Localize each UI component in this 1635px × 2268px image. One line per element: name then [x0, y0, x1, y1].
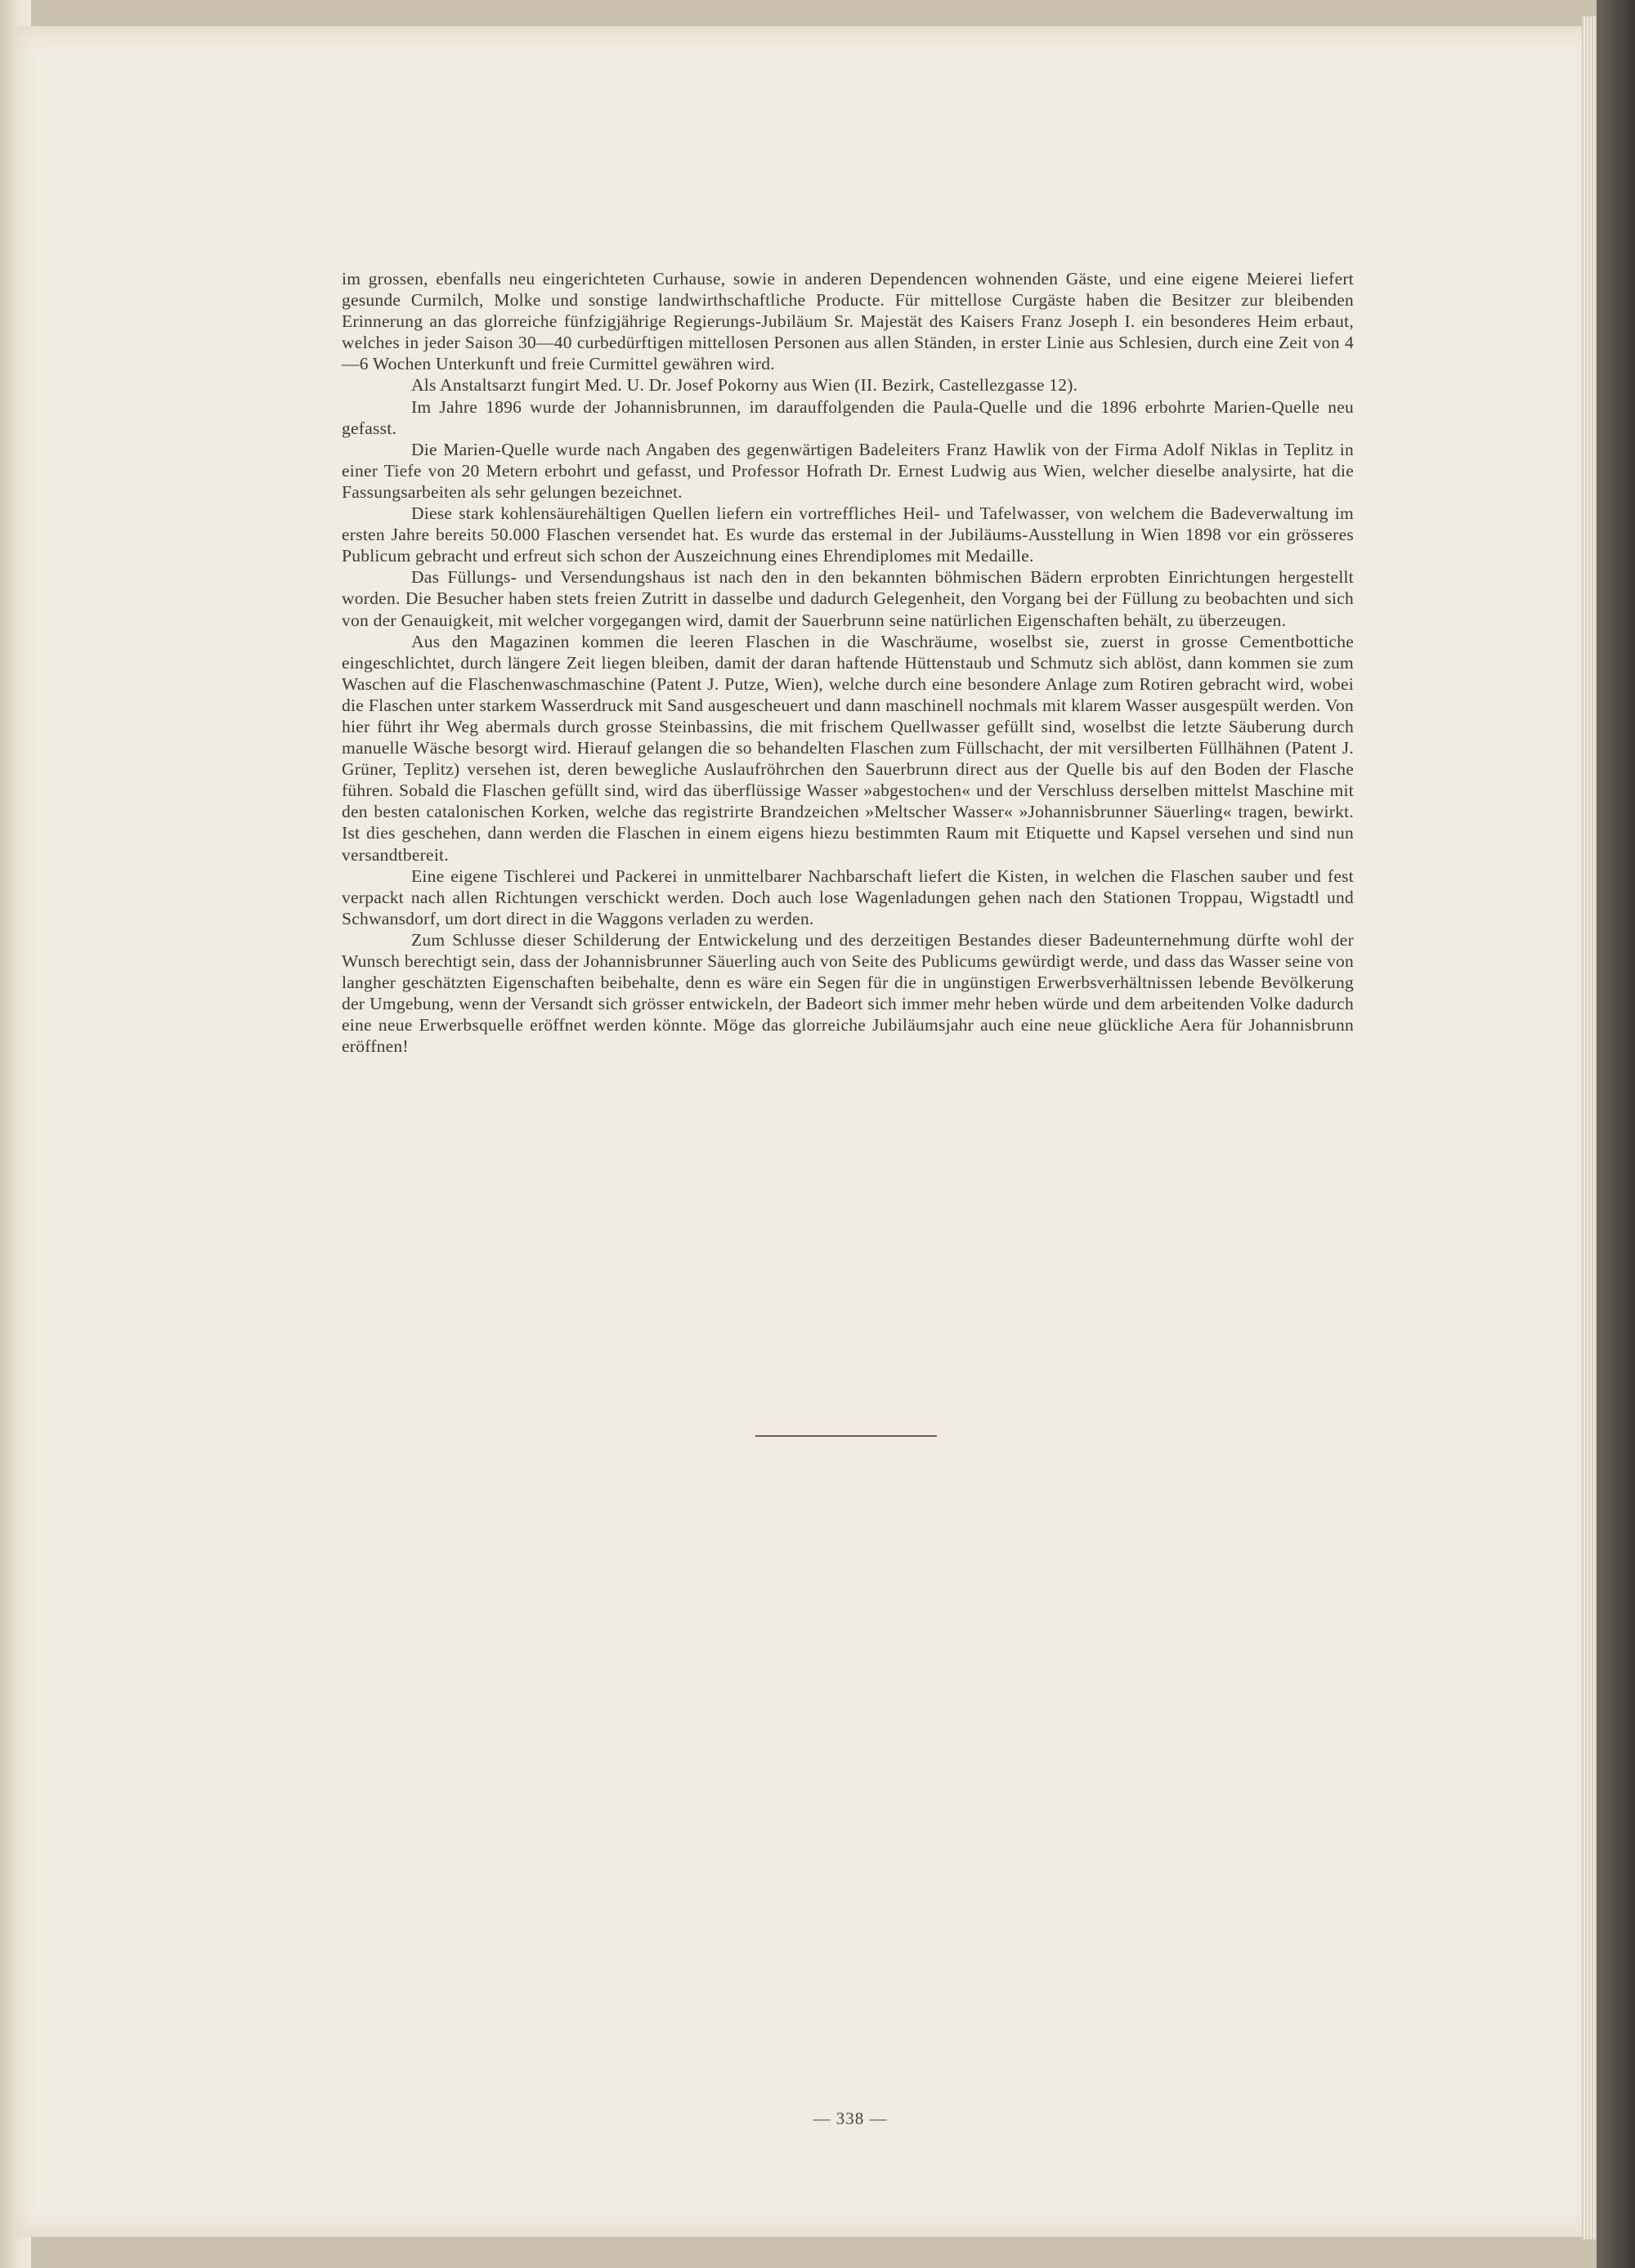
page-number: — 338 —	[813, 2109, 888, 2128]
paragraph-9: Zum Schlusse dieser Schilderung der Entwickelung und des derzeitigen Bestandes dieser Badeunternehmung dürfte wohl der Wunsch berechtigt sein, dass der Johannisbrunner Säuerling auch von Seite des Publicums gewürdigt werde, und dass das Wasser seine von langher geschätzten Eigenschaften beibehalte, denn es wäre ein Segen für die in ungünstigen Erwerbsverhältnissen lebende Bevölkerung der Umgebung, wenn der Versandt sich grösser entwickeln, der Badeort sich immer mehr heben würde und dem arbeitenden Volke dadurch eine neue Erwerbsquelle eröffnet werden könnte. Möge das glorreiche Jubiläumsjahr auch eine neue glückliche Aera für Johannisbrunn eröffnen!	[342, 929, 1354, 1057]
paragraph-4: Die Marien-Quelle wurde nach Angaben des gegenwärtigen Badeleiters Franz Hawlik von der Firma Adolf Niklas in Teplitz in einer Tiefe von 20 Metern erbohrt und gefasst, und Professor Hofrath Dr. Ernest Ludwig aus Wien, welcher dieselbe analysirte, hat die Fassungsarbeiten als sehr gelungen bezeichnet.	[342, 439, 1354, 502]
paragraph-7: Aus den Magazinen kommen die leeren Flaschen in die Waschräume, woselbst sie, zuerst in grosse Cementbottiche eingeschlichtet, durch längere Zeit liegen bleiben, damit der daran haftende Hüttenstaub und Schmutz sich ablöst, dann kommen sie zum Waschen auf die Flaschenwaschmaschine (Patent J. Putze, Wien), welche durch eine besondere Anlage zum Rotiren gebracht wird, wobei die Flaschen unter starkem Wasserdruck mit Sand ausgescheuert und dann maschinell nochmals mit klarem Wasser ausgespült werden. Von hier führt ihr Weg abermals durch grosse Steinbassins, die mit frischem Quellwasser gefüllt sind, woselbst die letzte Säuberung durch manuelle Wäsche besorgt wird. Hierauf gelangen die so behandelten Flaschen zum Füllschacht, der mit versilberten Füllhähnen (Patent J. Grüner, Teplitz) versehen ist, deren bewegliche Auslaufröhrchen den Sauerbrunn direct aus der Quelle bis auf den Boden der Flasche führen. Sobald die Flaschen gefüllt sind, wird das überflüssige Wasser »abgestochen« und der Verschluss derselben mittelst Maschine mit den besten catalonischen Korken, welche das registrirte Brandzeichen »Meltscher Wasser« »Johannisbrunner Säuerling« tragen, bewirkt. Ist dies geschehen, dann werden die Flaschen in einem eigens hiezu bestimmten Raum mit Etiquette und Kapsel versehen und sind nun versandtbereit.	[342, 631, 1354, 865]
paragraph-3: Im Jahre 1896 wurde der Johannisbrunnen, im darauffolgenden die Paula-Quelle und die 1896 erbohrte Marien-Quelle neu gefasst.	[342, 396, 1354, 438]
page-edge	[1582, 16, 1597, 2239]
paragraph-2: Als Anstaltsarzt fungirt Med. U. Dr. Josef Pokorny aus Wien (II. Bezirk, Castellezgasse 12).	[411, 375, 1078, 396]
paragraph-1: im grossen, ebenfalls neu eingerichteten Curhause, sowie in anderen Dependencen wohnenden Gäste, und eine eigene Meierei liefert gesunde Curmilch, Molke und sonstige landwirthschaftliche Producte. Für mittellose Curgäste haben die Besitzer zur bleibenden Erinnerung an das glorreiche fünfzigjährige Regierungs-Jubiläum Sr. Majestät des Kaisers Franz Joseph I. ein besonderes Heim erbaut, welches in jeder Saison 30—40 curbedürftigen mittellosen Personen aus allen Ständen, in erster Linie aus Schlesien, durch eine Zeit von 4—6 Wochen Unterkunft und freie Curmittel gewähren wird.	[342, 269, 1354, 374]
body-text	[342, 268, 1354, 1057]
book-cover-edge	[1597, 0, 1635, 2268]
section-divider	[755, 1435, 937, 1437]
paragraph-6: Das Füllungs- und Versendungshaus ist nach den in den bekannten böhmischen Bädern erprobten Einrichtungen hergestellt worden. Die Besucher haben stets freien Zutritt in dasselbe und dadurch Gelegenheit, den Vorgang bei der Füllung zu beobachten und sich von der Genauigkeit, mit welcher vorgegangen wird, damit der Sauerbrunn seine natürlichen Eigenschaften behält, zu überzeugen.	[342, 567, 1354, 630]
paragraph-8: Eine eigene Tischlerei und Packerei in unmittelbarer Nachbarschaft liefert die Kisten, in welchen die Flaschen sauber und fest verpackt nach allen Richtungen verschickt werden. Doch auch lose Wagenladungen gehen nach den Stationen Troppau, Wigstadtl und Schwansdorf, um dort direct in die Waggons verladen zu werden.	[342, 866, 1354, 928]
paragraph-5: Diese stark kohlensäurehältigen Quellen liefern ein vortreffliches Heil- und Tafelwasser, von welchem die Badeverwaltung im ersten Jahre bereits 50.000 Flaschen versendet hat. Es wurde das erstemal in der Jubiläums-Ausstellung in Wien 1898 vor ein grösseres Publicum gebracht und erfreut sich schon der Auszeichnung eines Ehrendiplomes mit Medaille.	[342, 503, 1354, 566]
